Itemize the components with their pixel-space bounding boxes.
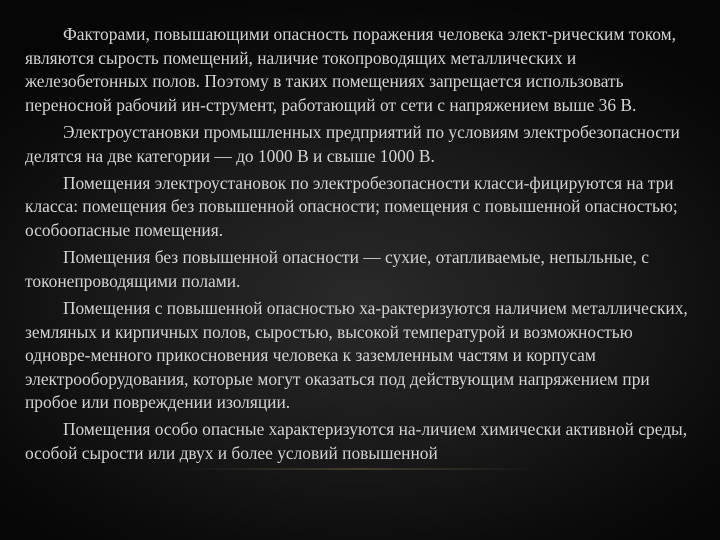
slide-text-body (25, 23, 700, 469)
paragraph-risk-factors: Факторами, повышающими опасность поражения человека элект-рическим током, являются сырость помещений, наличие токопроводящих металлических и железобетонных полов. Поэтому в таких помещениях запрещается использовать переносной рабочий ин-струмент, работающий от сети с напряжением выше 36 В. (25, 24, 677, 115)
paragraph-increased-danger: Помещения с повышенной опасностью ха-рактеризуются наличием металлических, земляных и кирпичных полов, сыростью, высокой температурой и возможностью одновре-менного прикосновения человека к заземленным частям и корпусам электрооборудования, которые могут оказаться под действующим напряжением при пробое или повреждении изоляции. (25, 297, 688, 413)
paragraph-especially-dangerous: Помещения особо опасные характеризуются на-личием химически активной среды, особой сырости или двух и более условий повышенной (25, 419, 688, 464)
paragraph-no-increased-danger: Помещения без повышенной опасности — сухие, отапливаемые, непыльные, с токонепроводящими полами. (25, 247, 649, 291)
paragraph-installation-categories: Электроустановки промышленных предприятий по условиям электробезопасности делятся на две категории — до 1000 В и свыше 1000 В. (25, 121, 680, 166)
paragraph-room-classes: Помещения электроустановок по электробезопасности класси-фицируются на три класса: помещения без повышенной опасности; помещения с повышенной опасностью; особоопасные помещения. (25, 172, 678, 240)
